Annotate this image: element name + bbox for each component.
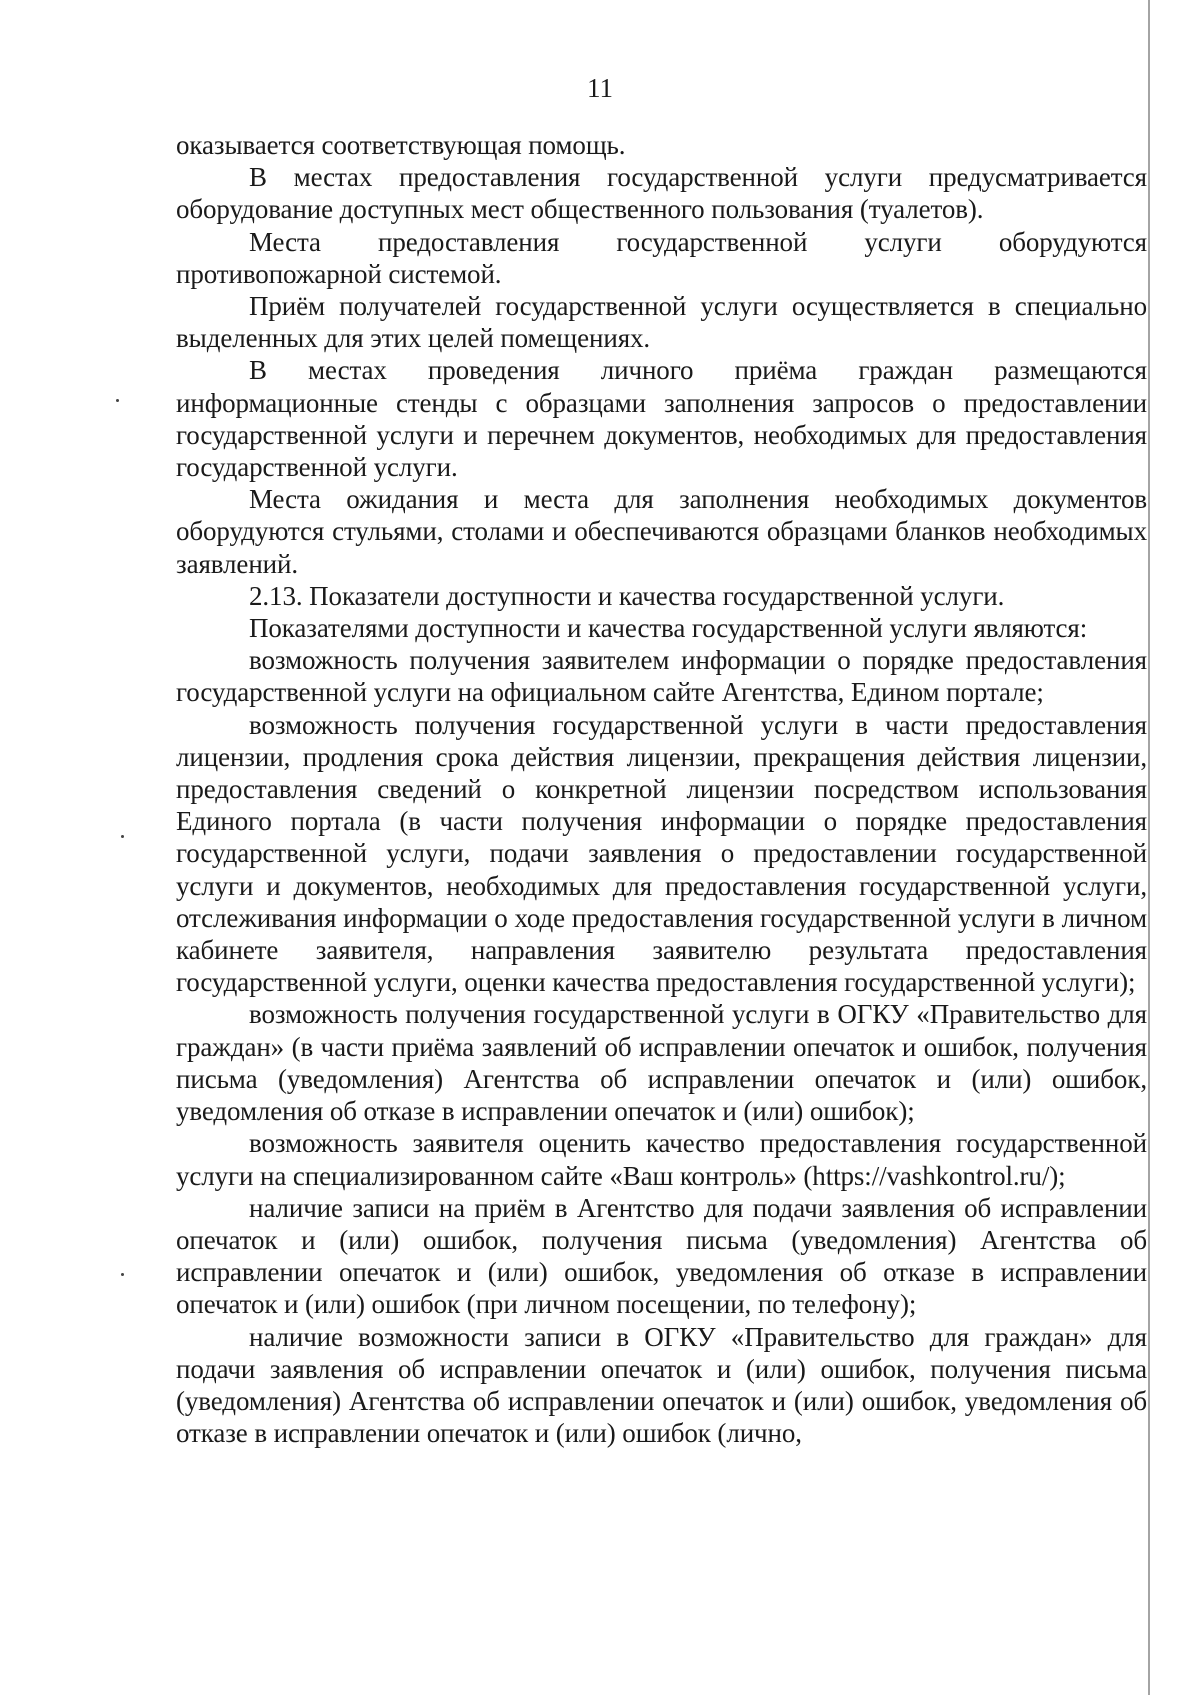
paragraph: В местах предоставления государственной услуги предусматривается оборудование доступных мест общественного пользования (туалетов). [176,162,1147,225]
paragraph: Места ожидания и места для заполнения необходимых документов оборудуются стульями, столами и обеспечиваются образцами бланков необходимых заявлений. [176,484,1147,579]
list-item: возможность заявителя оценить качество предоставления государственной услуги на специализированном сайте «Ваш контроль» (https://vashkontrol.ru/); [176,1128,1147,1191]
body-text [176,129,1147,1449]
paragraph: Показателями доступности и качества государственной услуги являются: [249,613,1088,644]
scan-speck [121,1273,124,1276]
list-item: наличие возможности записи в ОГКУ «Правительство для граждан» для подачи заявления об исправлении опечаток и (или) ошибок, получения письма (уведомления) Агентства об исправлении опечаток и (или) ошибок, уведомления об отказе в исправлении опечаток и (или) ошибок (лично, [176,1321,1147,1449]
list-item: возможность получения государственной услуги в ОГКУ «Правительство для граждан» (в части приёма заявлений об исправлении опечаток и ошибок, получения письма (уведомления) Агентства об исправлении опечаток и (или) ошибок, уведомления об отказе в исправлении опечаток и (или) ошибок); [176,999,1147,1127]
section-heading: 2.13. Показатели доступности и качества государственной услуги. [249,580,1005,611]
paragraph: В местах проведения личного приёма граждан размещаются информационные стенды с образцами заполнения запросов о предоставлении государственной услуги и перечнем документов, необходимых для предоставления государственной услуги. [176,355,1147,483]
scan-speck [121,835,124,838]
scan-edge-line [1148,0,1150,1695]
paragraph: оказывается соответствующая помощь. [176,130,626,160]
list-item: возможность получения заявителем информации о порядке предоставления государственной услуги на официальном сайте Агентства, Едином портале; [176,645,1147,708]
scan-speck [116,399,119,402]
paragraph: Приём получателей государственной услуги осуществляется в специально выделенных для этих целей помещениях. [176,291,1147,354]
page-number: 11 [587,73,613,103]
paragraph: Места предоставления государственной услуги оборудуются противопожарной системой. [176,226,1147,289]
list-item: возможность получения государственной услуги в части предоставления лицензии, продления срока действия лицензии, прекращения действия лицензии, предоставления сведений о конкретной лицензии посредством использования Единого портала (в части получения информации о порядке предоставления государственной услуги, подачи заявления о предоставлении государственной услуги и документов, необходимых для предоставления государственной услуги, отслеживания информации о ходе предоставления государственной услуги в личном кабинете заявителя, направления заявителю результата предоставления государственной услуги, оценки качества предоставления государственной услуги); [176,709,1147,998]
list-item: наличие записи на приём в Агентство для подачи заявления об исправлении опечаток и (или) ошибок, получения письма (уведомления) Агентства об исправлении опечаток и (или) ошибок, уведомления об отказе в исправлении опечаток и (или) ошибок (при личном посещении, по телефону); [176,1192,1147,1320]
